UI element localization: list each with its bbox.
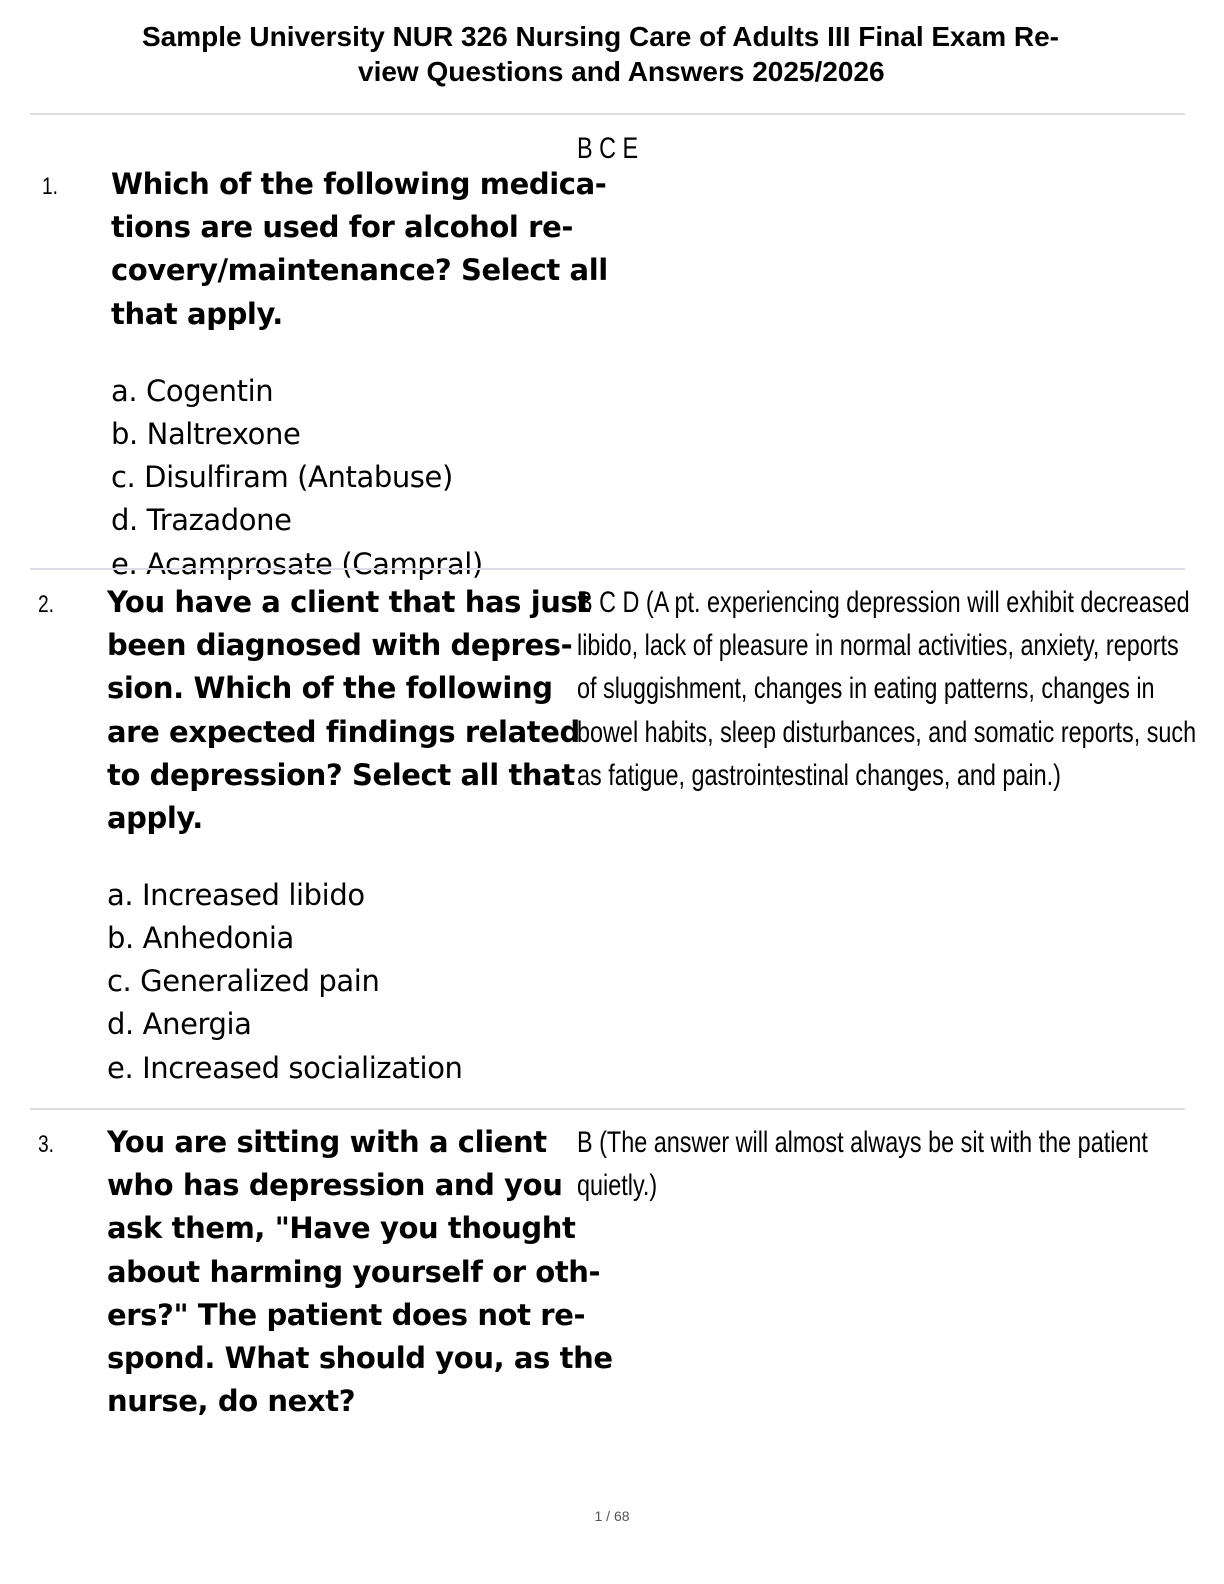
question-line: tions are used for alcohol re- xyxy=(111,210,573,245)
question-line: You have a client that has just xyxy=(107,585,591,619)
question-line: You are sitting with a client xyxy=(107,1125,547,1159)
answer-option: e. Acamprosate (Campral) xyxy=(111,547,483,581)
divider xyxy=(30,568,1185,570)
question-line: ers?" The patient does not re- xyxy=(107,1297,586,1332)
answer-line: B C E xyxy=(577,132,639,165)
title-line: view Questions and Answers 2025/2026 xyxy=(358,56,885,87)
question-text xyxy=(107,581,591,840)
question-line: spond. What should you, as the xyxy=(107,1341,613,1376)
question-number: 1. xyxy=(42,173,59,200)
question-number: 2. xyxy=(38,591,55,618)
answer-line: bowel habits, sleep disturbances, and somatic reports, such xyxy=(577,715,1197,749)
question-line: that apply. xyxy=(111,296,283,331)
page-number: 1 / 68 xyxy=(594,1508,630,1524)
answer-option: e. Increased socialization xyxy=(107,1051,463,1085)
answer-option: a. Cogentin xyxy=(111,374,274,408)
divider xyxy=(30,113,1185,115)
answer-option: d. Trazadone xyxy=(111,503,292,537)
question-line: apply. xyxy=(107,801,203,836)
answer-line: B (The answer will almost always be sit with the patient xyxy=(577,1126,1148,1159)
answer-option: b. Anhedonia xyxy=(107,921,294,955)
title-line: Sample University NUR 326 Nursing Care of Adults III Final Exam Re- xyxy=(142,21,1059,52)
answer-option: c. Generalized pain xyxy=(107,964,380,998)
question-text xyxy=(107,1121,613,1423)
question-line: nurse, do next? xyxy=(107,1384,356,1419)
question-line: been diagnosed with depres- xyxy=(107,628,573,663)
answer-line: B C D (A pt. experiencing depression will exhibit decreased xyxy=(577,586,1190,619)
answer-text xyxy=(577,581,1196,797)
question-line: about harming yourself or oth- xyxy=(107,1254,601,1289)
question-text xyxy=(111,163,608,336)
answer-option: a. Increased libido xyxy=(107,878,365,912)
answer-line: of sluggishment, changes in eating patterns, changes in xyxy=(577,672,1155,706)
answer-option: d. Anergia xyxy=(107,1007,252,1041)
answer-line: quietly.) xyxy=(577,1169,658,1203)
question-line: sion. Which of the following xyxy=(107,671,553,706)
question-number: 3. xyxy=(38,1131,55,1158)
question-line: to depression? Select all that xyxy=(107,757,575,792)
divider xyxy=(30,1108,1185,1110)
answer-option: b. Naltrexone xyxy=(111,417,301,451)
question-line: covery/maintenance? Select all xyxy=(111,253,608,288)
answer-text xyxy=(577,1121,1148,1207)
answer-option: c. Disulfiram (Antabuse) xyxy=(111,460,453,494)
question-line: are expected findings related xyxy=(107,714,580,749)
question-line: ask them, "Have you thought xyxy=(107,1211,576,1246)
answer-line: as fatigue, gastrointestinal changes, and pain.) xyxy=(577,758,1061,792)
question-line: Which of the following medica- xyxy=(111,167,607,201)
answer-text xyxy=(577,127,638,170)
answer-line: libido, lack of pleasure in normal activities, anxiety, reports xyxy=(577,629,1179,663)
question-line: who has depression and you xyxy=(107,1168,563,1203)
